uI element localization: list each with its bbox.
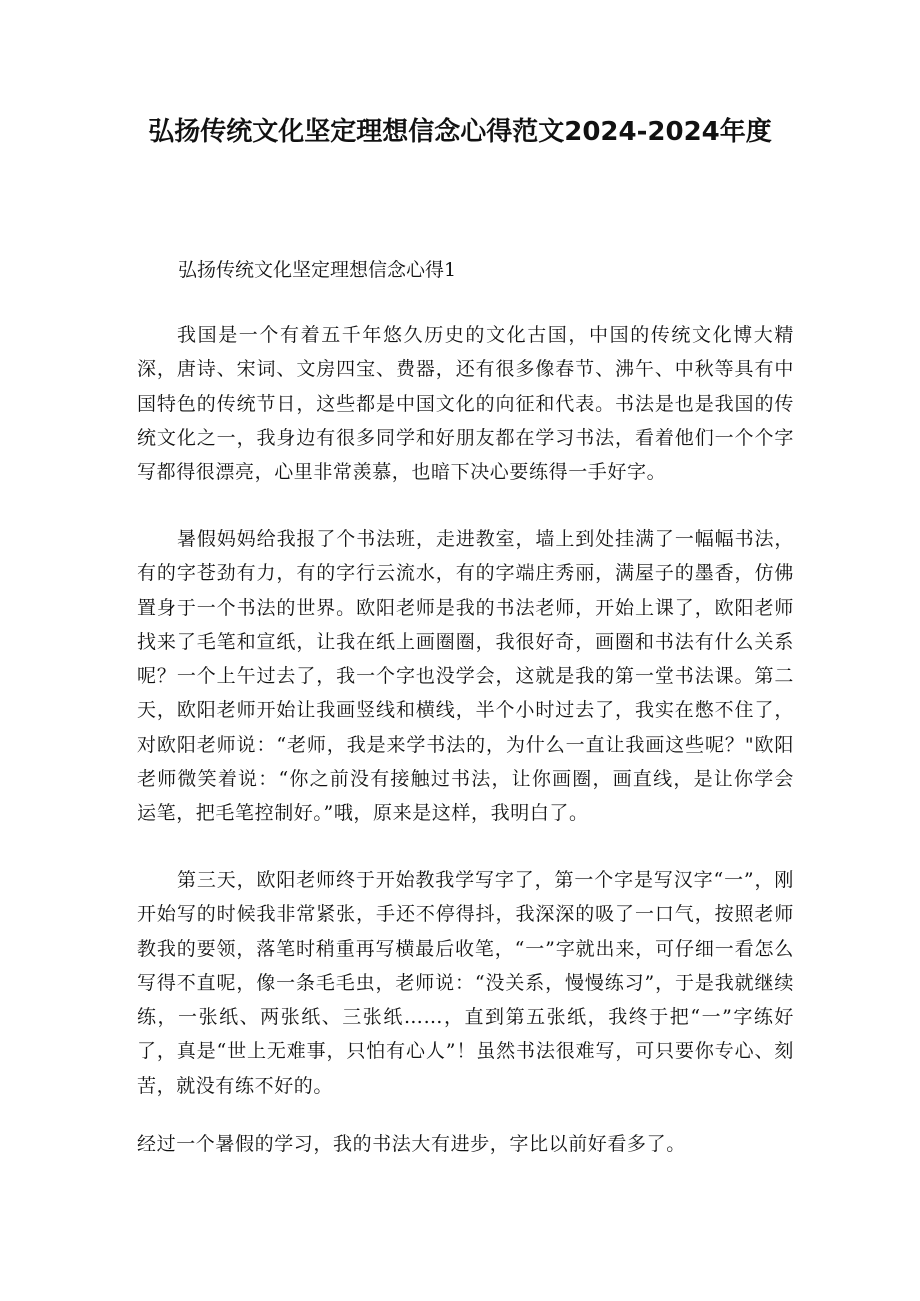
paragraph-4: 经过一个暑假的学习，我的书法大有进步，字比以前好看多了。 xyxy=(137,1133,686,1155)
paragraph-2: 暑假妈妈给我报了个书法班，走进教室，墙上到处挂满了一幅幅书法，有的字苍劲有力，有的字行云流水，有的字端庄秀丽，满屋子的墨香，仿佛置身于一个书法的世界。欧阳老师是我的书法老师，开始上课了，欧阳老师找来了毛笔和宣纸，让我在纸上画圈圈，我很好奇，画圈和书法有什么关系呢？一个上午过去了，我一个字也没学会，这就是我的第一堂书法课。第二天，欧阳老师开始让我画竖线和横线，半个小时过去了，我实在憋不住了，对欧阳老师说：“老师，我是来学书法的，为什么一直让我画这些呢？"欧阳老师微笑着说：“你之前没有接触过书法，让你画圈，画直线，是让你学会运笔，把毛笔控制好。”哦，原来是这样，我明白了。 xyxy=(137,528,794,825)
document-title: 弘扬传统文化坚定理想信念心得范文2024-2024年度 xyxy=(148,117,772,147)
paragraph-1: 我国是一个有着五千年悠久历史的文化古国，中国的传统文化博大精深，唐诗、宋词、文房四宝、费器，还有很多像春节、沸午、中秋等具有中国特色的传统节日，这些都是中国文化的向征和代表。书法是也是我国的传统文化之一，我身边有很多同学和好朋友都在学习书法，看着他们一个个字写都得很漂亮，心里非常羡慕，也暗下决心要练得一手好字。 xyxy=(137,324,794,484)
section-heading: 弘扬传统文化坚定理想信念心得1 xyxy=(178,259,457,281)
paragraph-3: 第三天，欧阳老师终于开始教我学写字了，第一个字是写汉字“一”，刚开始写的时候我非常紧张，手还不停得抖，我深深的吸了一口气，按照老师教我的要领，落笔时稍重再写横最后收笔，“一”字就出来，可仔细一看怎么写得不直呢，像一条毛毛虫，老师说：“没关系，慢慢练习”，于是我就继续练，一张纸、两张纸、三张纸……，直到第五张纸，我终于把“一”字练好了，真是“世上无难事，只怕有心人”！虽然书法很难写，可只要你专心、刻苦，就没有练不好的。 xyxy=(137,869,794,1097)
